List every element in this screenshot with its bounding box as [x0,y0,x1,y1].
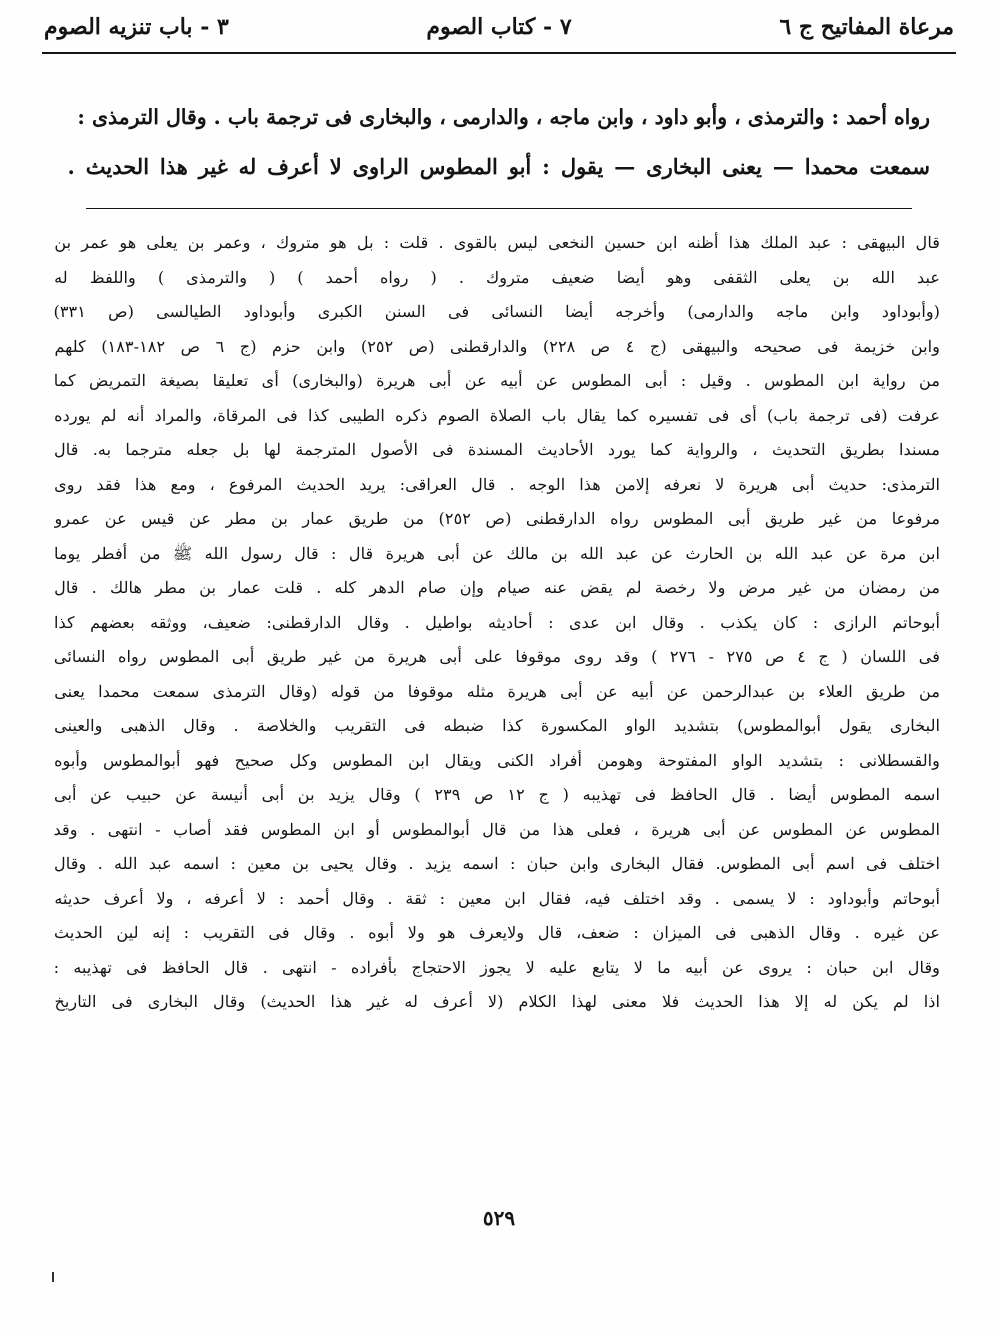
page-number: ٥٢٩ [482,1206,516,1230]
footnote-line: البخارى يقول أبوالمطوس) بتشديد الواو المكسورة كذا ضبطه فى التقريب والخلاصة . وقال الذهبى والعينى [54,716,940,735]
footnote-line: عن غيره . وقال الذهبى فى الميزان : ضعف، قال ولايعرف هو ولا أبوه . وقال فى التقريب : إنه لين الحديث [54,923,940,942]
footnote-line: الترمذى: حديث أبى هريرة لا نعرفه إلامن هذا الوجه . قال العراقى: يريد الحديث المرفوع ، ومع هذا فقد روى [54,474,940,494]
footnote-line: اذا لم يكن له إلا هذا الحديث فلا معنى لهذا الكلام (لا أعرف له غير هذا الحديث) وقال البخارى فى التاريخ [54,992,940,1011]
commentary-footnotes [54,226,940,1020]
footnote-line: فى اللسان ( ج ٤ ص ٢٧٥ - ٢٧٦ ) وقد روى موقوفا على أبى هريرة من غير طريق أبى المطوس رواه النسائى [54,647,940,666]
footnote-line: من رمضان من غير مرض ولا رخصة لم يقض عنه صيام وإن صام الدهر كله . قلت عمار بن مطر هالك . قال [54,578,940,597]
header-chapter: ٧ - كتاب الصوم [426,14,572,40]
footnote-line: عبد الله بن يعلى الثقفى وهو أيضا ضعيف متروك . ( رواه أحمد ) ( والترمذى ) واللفظ له [54,267,940,287]
footnote-line: من رواية ابن المطوس . وقيل : أبى المطوس عن أبيه عن أبى هريرة (والبخارى) أى تعليقا بصيغة التمريض كما [54,371,940,390]
main-text-line: رواه أحمد : والترمذى ، وأبو داود ، وابن ماجه ، والدارمى ، والبخارى فى ترجمة باب . وقال الترمذى : [77,105,930,129]
header-section: ٣ - باب تنزيه الصوم [44,14,229,40]
footnote-line: والقسطلانى : بتشديد الواو المفتوحة وهومن أفراد الكنى ويقال ابن المطوس وكل صحيح فهو أبوالمطوس وأبوه [54,750,940,770]
main-text-line: سمعت محمدا — يعنى البخارى — يقول : أبو المطوس الراوى لا أعرف له غير هذا الحديث . [67,154,930,179]
footnote-line: المطوس عن المطوس عن أبى هريرة ، فعلى هذا من قال أبوالمطوس أو ابن المطوس فقد أصاب - انتهى . وقد [54,819,940,839]
footnote-line: من طريق العلاء بن عبدالرحمن عن أبيه عن أبى هريرة مثله موقوفا من قوله (وقال الترمذى سمعت محمدا يعنى [54,681,940,701]
scan-mark [52,1272,54,1282]
footnote-line: وابن خزيمة فى صحيحه والبيهقى (ج ٤ ص ٢٢٨) والدارقطنى (ص ٢٥٢) وابن حزم (ج ٦ ص ١٨٢-١٨٣) كلهم [54,336,940,356]
footnote-line: اسمه المطوس أيضا . قال الحافظ فى تهذيبه ( ج ١٢ ص ٢٣٩ ) وقال يزيد بن أبى أنيسة عن حبيب عن أبى [54,785,940,804]
footnote-line: أبوحاتم وأبوداود : لا يسمى . وقد اختلف فيه، فقال ابن معين : ثقة . وقال أحمد : لا أعرفه ، ولا أعرف حديثه [54,888,940,908]
footnote-line: مسندا بطريق التحديث ، والرواية كما يورد الأحاديث المسندة فى الأصول المترجمة لها بل جعله مترجما به. قال [54,440,940,459]
header-book-volume: مرعاة المفاتيح ج ٦ [779,14,954,40]
footnote-line: عرفت (فى ترجمة باب) أى فى تفسيره كما يقال باب الصلاة الصوم ذكره الطيبى كذا فى المرقاة، والمراد أنه لم يورده [54,405,940,425]
running-header [44,14,954,44]
header-divider [42,52,956,54]
hadith-main-text [68,92,930,192]
footnote-line: قال البيهقى : عبد الملك هذا أظنه ابن حسين النخعى ليس بالقوى . قلت : بل هو متروك ، وعمر بن يعلى هو عمر بن [54,233,940,252]
footnote-line: أبوحاتم الرازى : كان يكذب . وقال ابن عدى : أحاديثه بواطيل . وقال الدارقطنى: ضعيف، ووثقه بعضهم كذا [54,612,940,632]
footnote-divider [86,208,912,209]
footnote-line: (وأبوداود وابن ماجه والدارمى) وأخرجه أيضا النسائى فى السنن الكبرى وأبوداود الطيالسى (ص ٣٣١) [54,302,940,321]
footnote-line: مرفوعا من غير طريق أبى المطوس رواه الدارقطنى (ص ٢٥٢) من طريق عمار بن مطر عن قيس عن عمرو [54,509,940,528]
footnote-line: ابن مرة عن عبد الله بن الحارث عن عبد الله بن مالك عن أبى هريرة قال : قال رسول الله ﷺ من أفطر يوما [54,543,940,563]
footnote-line: وقال ابن حبان : يروى عن أبيه ما لا يتابع عليه لا يجوز الاحتجاج بأفراده - انتهى . قال الحافظ فى تهذيبه : [54,957,940,977]
footnote-line: اختلف فى اسم أبى المطوس. فقال البخارى وابن حبان : اسمه يزيد . وقال يحيى بن معين : اسمه عبد الله . وقال [54,854,940,873]
